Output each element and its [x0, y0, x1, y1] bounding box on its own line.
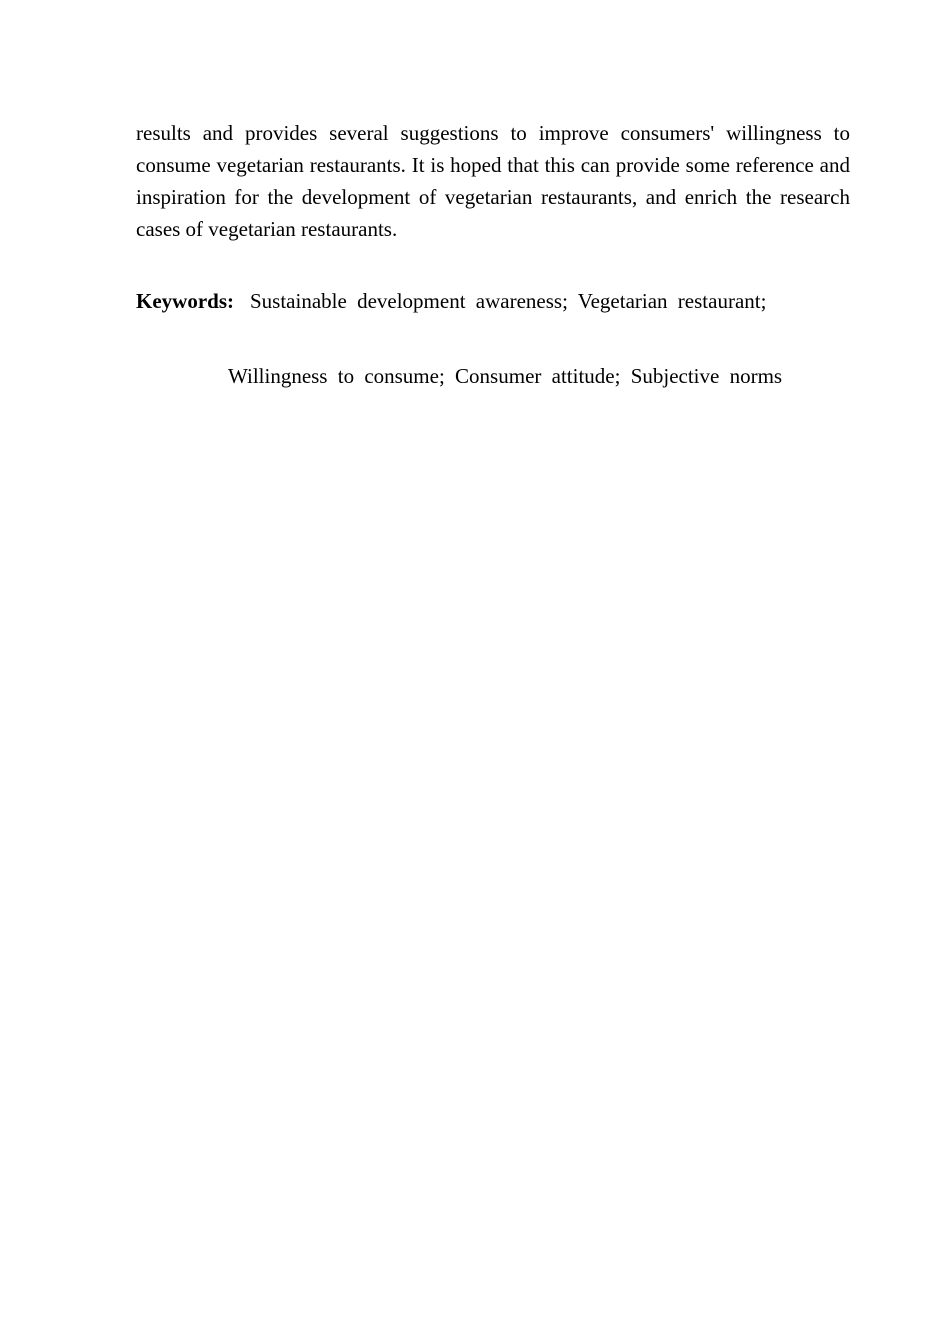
keywords-label: Keywords: — [136, 289, 234, 313]
keywords-text-line-2: Willingness to consume; Consumer attitude; Subjective norms — [228, 364, 783, 388]
abstract-paragraph: results and provides several suggestions to improve consumers' willingness to consume vegetarian restaurants. It is hoped that this can provide some reference and inspiration for the development of vegetarian restaurants, and enrich the research cases of vegetarian restaurants. — [136, 121, 850, 241]
keywords-line-1 — [136, 285, 836, 317]
keywords-text-line-1: Sustainable development awareness; Vegetarian restaurant; — [250, 289, 767, 313]
